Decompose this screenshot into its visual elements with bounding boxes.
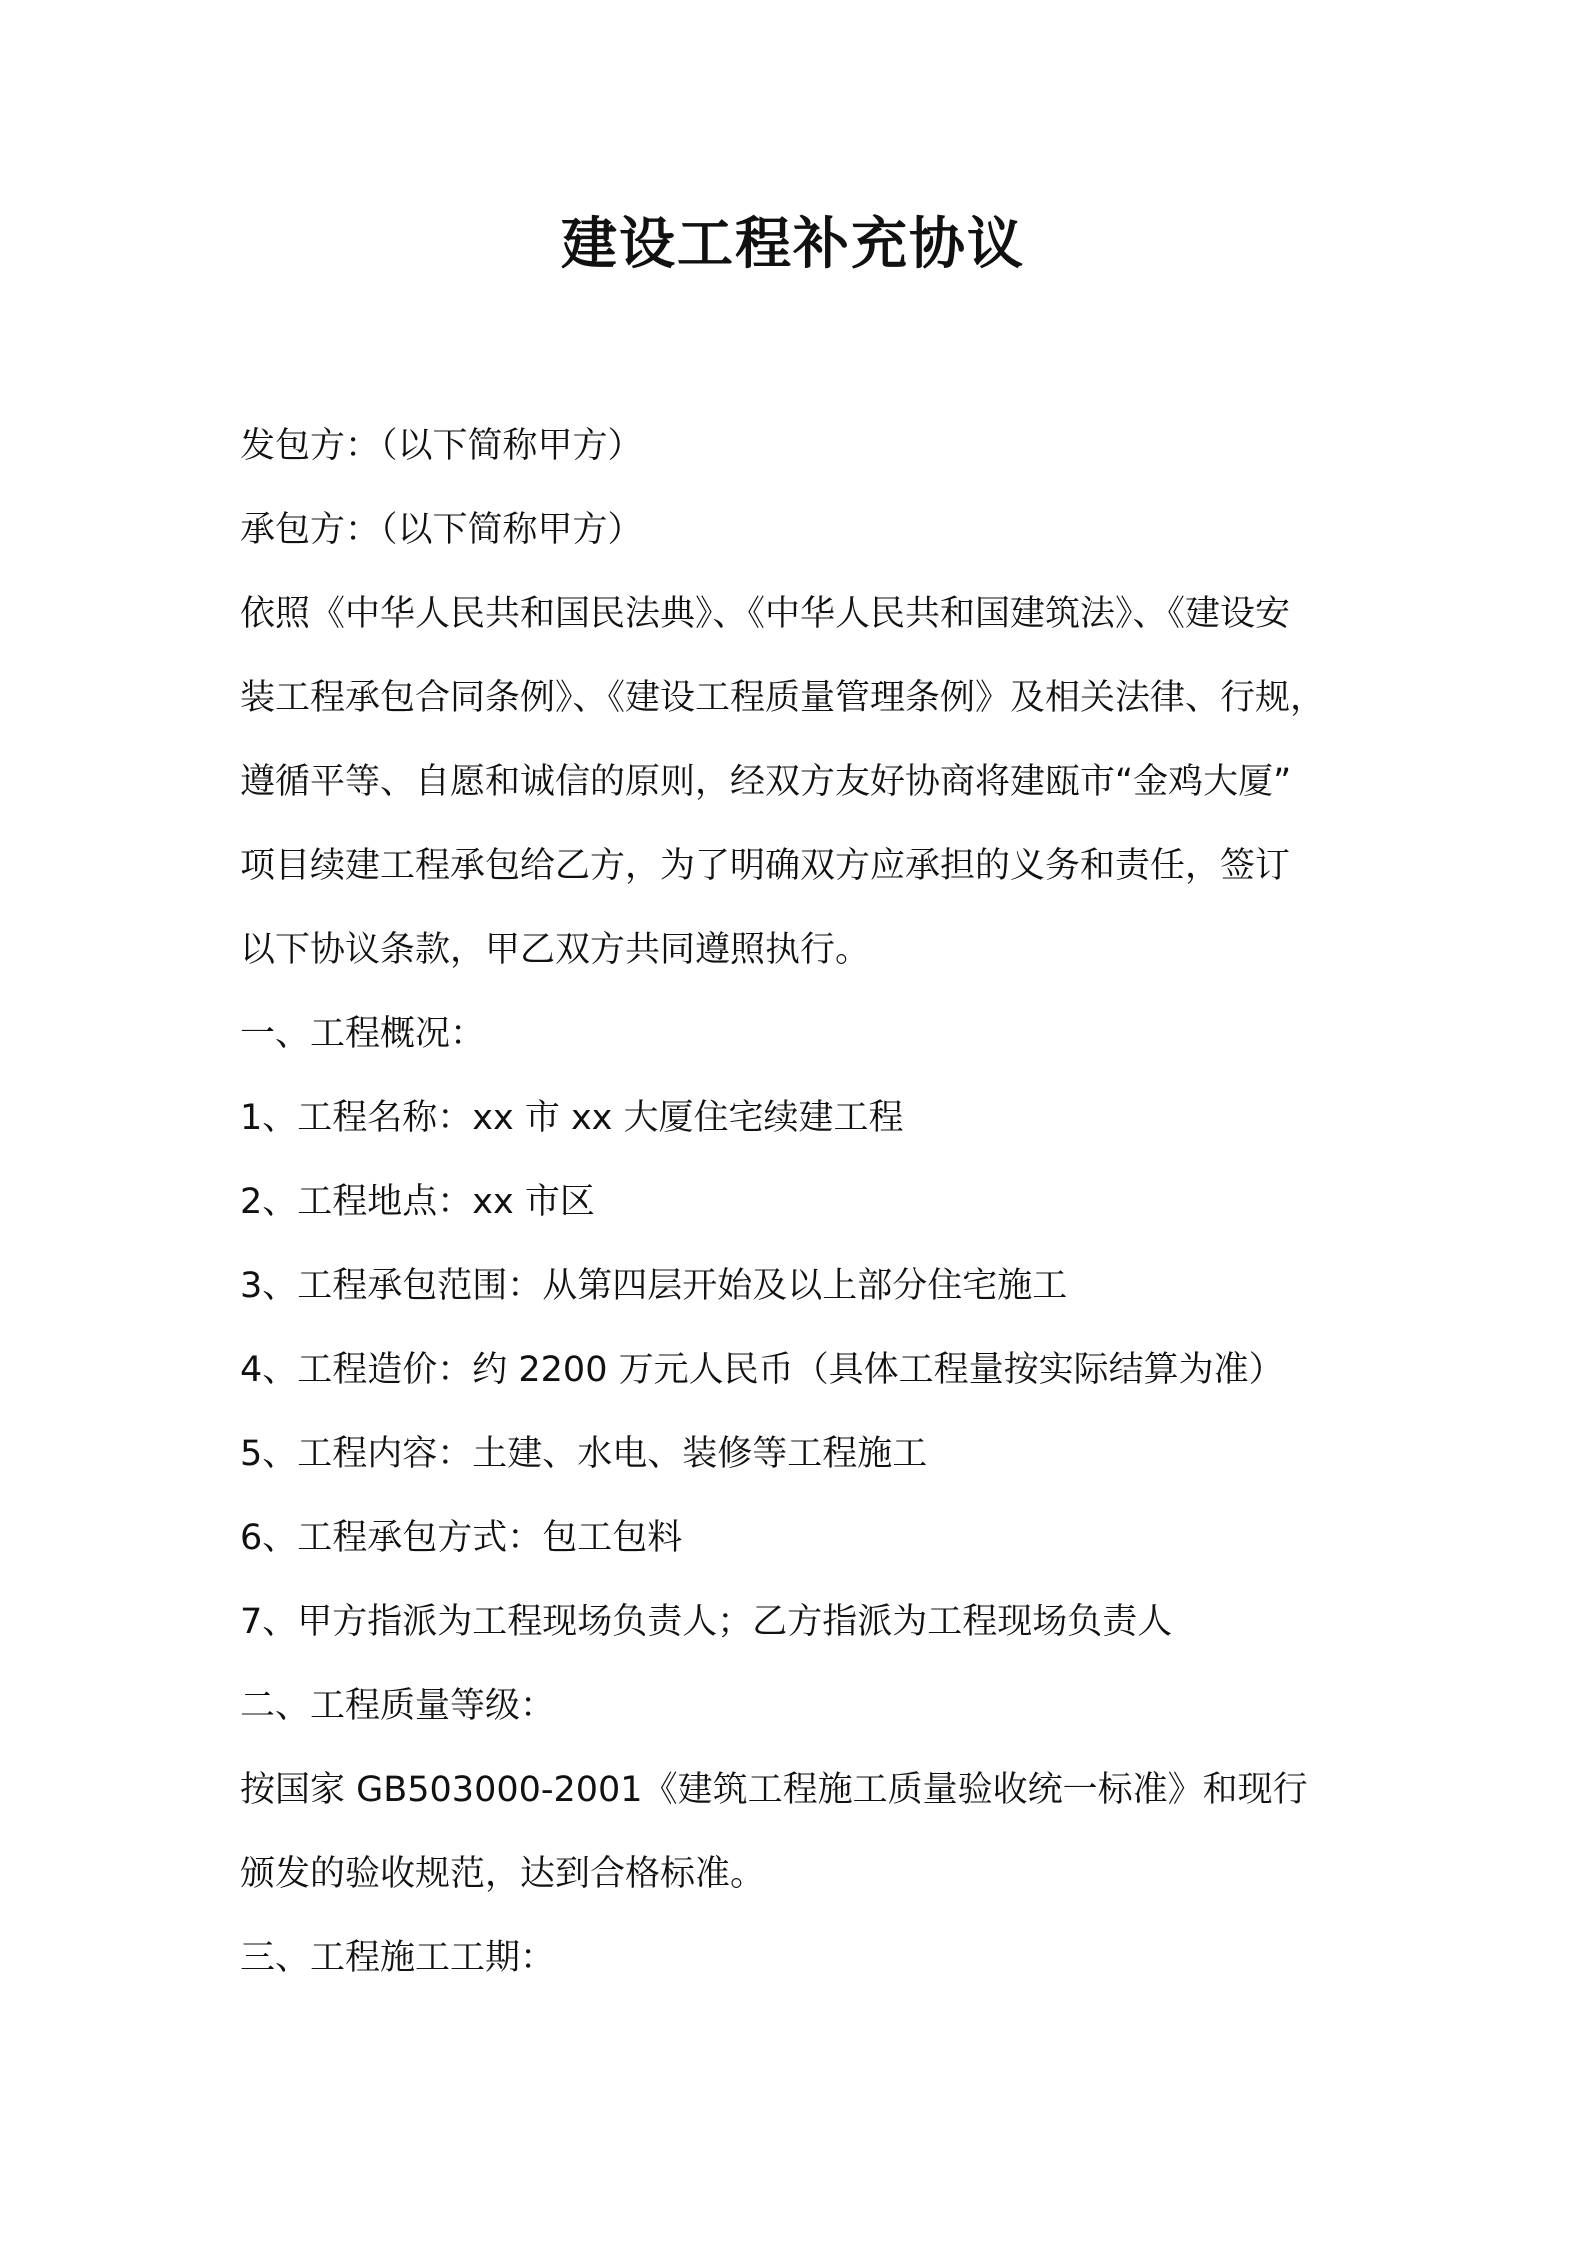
section-heading-quality: 二、工程质量等级： — [240, 1686, 556, 1726]
document-title: 建设工程补充协议 — [561, 212, 1025, 277]
section-heading-overview: 一、工程概况： — [240, 1014, 486, 1054]
preamble-line-5: 以下协议条款，甲乙双方共同遵照执行。 — [240, 930, 871, 970]
preamble-line-4: 项目续建工程承包给乙方，为了明确双方应承担的义务和责任，签订 — [240, 846, 1291, 886]
overview-item-location: 2、工程地点：xx 市区 — [240, 1182, 595, 1222]
preamble-line-3: 遵循平等、自愿和诚信的原则，经双方友好协商将建瓯市“金鸡大厦” — [240, 762, 1292, 802]
preamble-line-1: 依照《中华人民共和国民法典》、《中华人民共和国建筑法》、《建设安 — [240, 594, 1291, 634]
overview-item-name: 1、工程名称：xx 市 xx 大厦住宅续建工程 — [240, 1098, 904, 1138]
document-body — [240, 404, 1370, 2000]
overview-item-cost: 4、工程造价：约 2200 万元人民币（具体工程量按实际结算为准） — [240, 1350, 1284, 1390]
party-a-line: 发包方：（以下简称甲方） — [240, 426, 643, 466]
overview-item-method: 6、工程承包方式：包工包料 — [240, 1518, 683, 1558]
preamble-line-2: 装工程承包合同条例》、《建设工程质量管理条例》及相关法律、行规， — [240, 678, 1326, 718]
overview-item-scope: 3、工程承包范围：从第四层开始及以上部分住宅施工 — [240, 1266, 1068, 1306]
overview-item-content: 5、工程内容：土建、水电、装修等工程施工 — [240, 1434, 928, 1474]
quality-line-1: 按国家 GB503000-2001《建筑工程施工质量验收统一标准》和现行 — [240, 1770, 1308, 1810]
section-heading-schedule: 三、工程施工工期： — [240, 1938, 556, 1978]
party-b-line: 承包方：（以下简称甲方） — [240, 510, 643, 550]
overview-item-managers: 7、甲方指派为工程现场负责人；乙方指派为工程现场负责人 — [240, 1602, 1173, 1642]
quality-line-2: 颁发的验收规范，达到合格标准。 — [240, 1854, 766, 1894]
